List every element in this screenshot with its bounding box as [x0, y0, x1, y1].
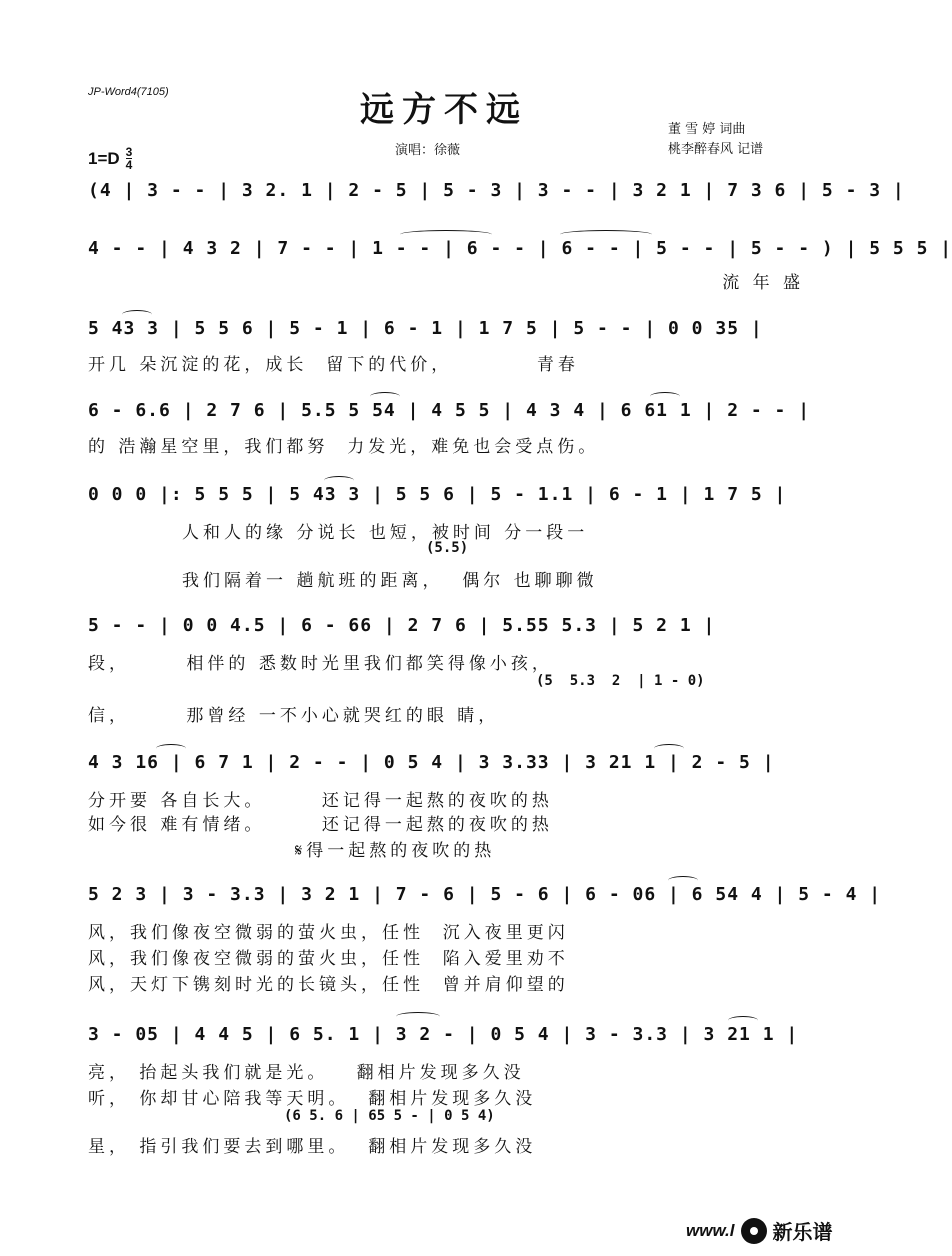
key-label: 1=D — [88, 148, 120, 168]
alternate-notes: (6 5. 6 | 65 5 - | 0 5 4) — [284, 1108, 495, 1124]
alternate-notes: (5 5.3 2 | 1 - 0) — [536, 673, 705, 689]
brand-name: 新乐谱 — [772, 1220, 833, 1244]
lyric-line: 开几 朵沉淀的花，成长 留下的代价， 青春 — [88, 355, 579, 375]
notation-line: 5 - - | 0 0 4.5 | 6 - 66 | 2 7 6 | 5.55 5.3 | 5 2 1 | — [88, 615, 716, 636]
notation-line: 3 - 05 | 4 4 5 | 6 5. 1 | 3 2 - | 0 5 4 | 3 - 3.3 | 3 21 1 | — [88, 1024, 799, 1045]
lyric-line: 的 浩瀚星空里，我们都努 力发光，难免也会受点伤。 — [88, 437, 600, 457]
lyric-line: 信， 那曾经 一不小心就哭红的眼 睛， — [88, 706, 500, 726]
lyric-line: 段， 相伴的 悉数时光里我们都笑得像小孩， — [88, 654, 553, 674]
alternate-notes: (5.5) — [426, 540, 469, 556]
song-title: 远方不远 — [360, 90, 528, 130]
notation-line: 0 0 0 |: 5 5 5 | 5 43 3 | 5 5 6 | 5 - 1.1 | 6 - 1 | 1 7 5 | — [88, 484, 787, 505]
score-id: JP-Word4(7105) — [88, 86, 169, 98]
notation-line: 5 2 3 | 3 - 3.3 | 3 2 1 | 7 - 6 | 5 - 6 | 6 - 06 | 6 54 4 | 5 - 4 | — [88, 884, 882, 905]
credits — [668, 120, 763, 160]
lyric-line: 人和人的缘 分说长 也短，被时间 分一段一 — [88, 523, 589, 543]
lyric-line: 风，天灯下镌刻时光的长镜头，任性 曾并肩仰望的 — [88, 975, 569, 995]
composer-credit: 董 雪 婷 词曲 — [668, 122, 746, 137]
site-url: www.l — [686, 1220, 735, 1240]
lyric-line: 星， 指引我们要去到哪里。 翻相片发现多久没 — [88, 1137, 537, 1157]
lyric-line: 风，我们像夜空微弱的萤火虫，任性 沉入夜里更闪 — [88, 923, 569, 943]
lyric-line: 如今很 难有情绪。 还记得一起熬的夜吹的热 — [88, 815, 553, 835]
slur-mark — [396, 1012, 440, 1021]
lyric-line: 风，我们像夜空微弱的萤火虫，任性 陷入爱里劝不 — [88, 949, 569, 969]
lyric-line: 我们隔着一 趟航班的距离， 偶尔 也聊聊微 — [88, 571, 598, 591]
notation-line: 4 3 16 | 6 7 1 | 2 - - | 0 5 4 | 3 3.33 | 3 21 1 | 2 - 5 | — [88, 752, 775, 773]
singer: 演唱：徐薇 — [395, 143, 461, 158]
lyric-line: 流 年 盛 — [722, 273, 804, 293]
site-watermark — [686, 1216, 833, 1245]
transcriber-credit: 桃李醉春风 记谱 — [668, 142, 764, 157]
time-numerator: 3 — [125, 145, 133, 159]
lyric-line: 亮， 抬起头我们就是光。 翻相片发现多久没 — [88, 1063, 525, 1083]
record-disc-icon — [741, 1218, 767, 1244]
lyric-line: 𝄋得一起熬的夜吹的热 — [88, 841, 496, 861]
time-signature — [126, 146, 133, 171]
time-denominator: 4 — [125, 158, 133, 172]
key-signature — [88, 146, 132, 171]
notation-line: 4 - - | 4 3 2 | 7 - - | 1 - - | 6 - - | 6 - - | 5 - - | 5 - - ) | 5 5 5 | — [88, 238, 952, 259]
lyric-line: 听， 你却甘心陪我等天明。 翻相片发现多久没 — [88, 1089, 537, 1109]
notation-line: 6 - 6.6 | 2 7 6 | 5.5 5 54 | 4 5 5 | 4 3 4 | 6 61 1 | 2 - - | — [88, 400, 811, 421]
notation-line: (4 | 3 - - | 3 2. 1 | 2 - 5 | 5 - 3 | 3 - - | 3 2 1 | 7 3 6 | 5 - 3 | — [88, 180, 905, 201]
notation-line: 5 43 3 | 5 5 6 | 5 - 1 | 6 - 1 | 1 7 5 | 5 - - | 0 0 35 | — [88, 318, 763, 339]
lyric-line: 分开要 各自长大。 还记得一起熬的夜吹的热 — [88, 791, 553, 811]
